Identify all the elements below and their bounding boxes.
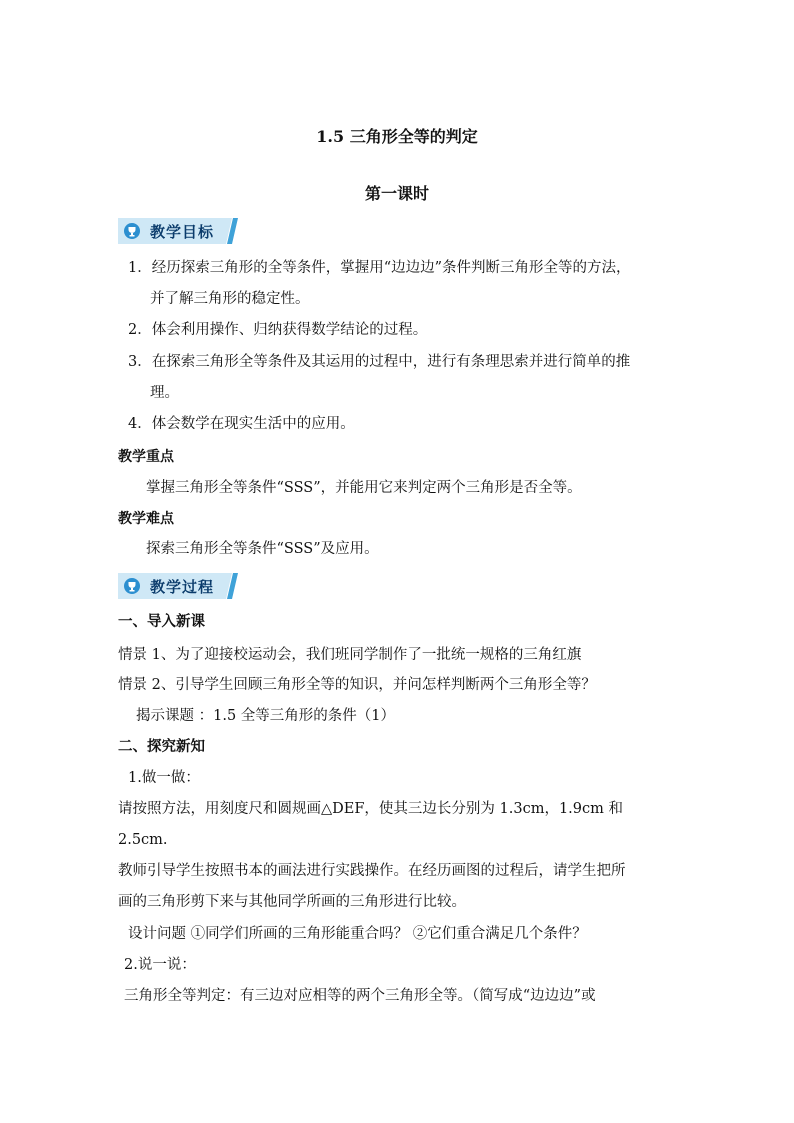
section-line: 三角形全等判定：有三边对应相等的两个三角形全等。（简写成“边边边”或 [124, 988, 596, 1004]
section-heading: 一、导入新课 [118, 613, 205, 630]
banner-label: 教学目标 [150, 223, 215, 241]
section-line: 2.5cm. [118, 832, 168, 848]
difficult-point-heading: 教学难点 [118, 511, 174, 527]
objective-line: 并了解三角形的稳定性。 [150, 291, 310, 307]
section-heading: 二、探究新知 [118, 738, 205, 755]
teaching-objectives-banner [118, 218, 242, 244]
trophy-icon [124, 578, 140, 594]
section-line: 揭示课题 ：1.5 全等三角形的条件（1） [136, 708, 396, 724]
section-line: 情景 2、引导学生回顾三角形全等的知识，并问怎样判断两个三角形全等？ [118, 677, 596, 693]
page-title: 1.5 三角形全等的判定 [316, 127, 478, 146]
section-line: 画的三角形剪下来与其他同学所画的三角形进行比较。 [118, 894, 466, 910]
page-subtitle: 第一课时 [364, 184, 429, 203]
section-line: 2.说一说： [124, 957, 196, 973]
objective-line: 理。 [150, 385, 179, 401]
difficult-point-text: 探索三角形全等条件“SSS”及应用。 [146, 541, 379, 557]
objective-line: 1．经历探索三角形的全等条件，掌握用“边边边”条件判断三角形全等的方法， [128, 260, 631, 276]
objective-line: 3．在探索三角形全等条件及其运用的过程中，进行有条理思索并进行简单的推 [128, 354, 631, 370]
section-line: 情景 1、为了迎接校运动会，我们班同学制作了一批统一规格的三角红旗 [118, 647, 582, 663]
section-line: 教师引导学生按照书本的画法进行实践操作。在经历画图的过程后，请学生把所 [118, 863, 626, 879]
key-point-text: 掌握三角形全等条件“SSS”，并能用它来判定两个三角形是否全等。 [146, 480, 582, 496]
section-line: 1.做一做： [128, 770, 200, 786]
trophy-icon [124, 223, 140, 239]
objective-line: 4．体会数学在现实生活中的应用。 [128, 416, 355, 432]
section-line: 请按照方法，用刻度尺和圆规画△DEF，使其三边长分别为 1.3cm，1.9cm 和 [118, 801, 623, 817]
banner-label: 教学过程 [150, 578, 215, 596]
teaching-process-banner [118, 573, 242, 599]
objective-line: 2．体会利用操作、归纳获得数学结论的过程。 [128, 322, 428, 338]
section-line: 设计问题 ①同学们所画的三角形能重合吗？ ②它们重合满足几个条件？ [128, 926, 587, 942]
key-point-heading: 教学重点 [118, 449, 174, 465]
